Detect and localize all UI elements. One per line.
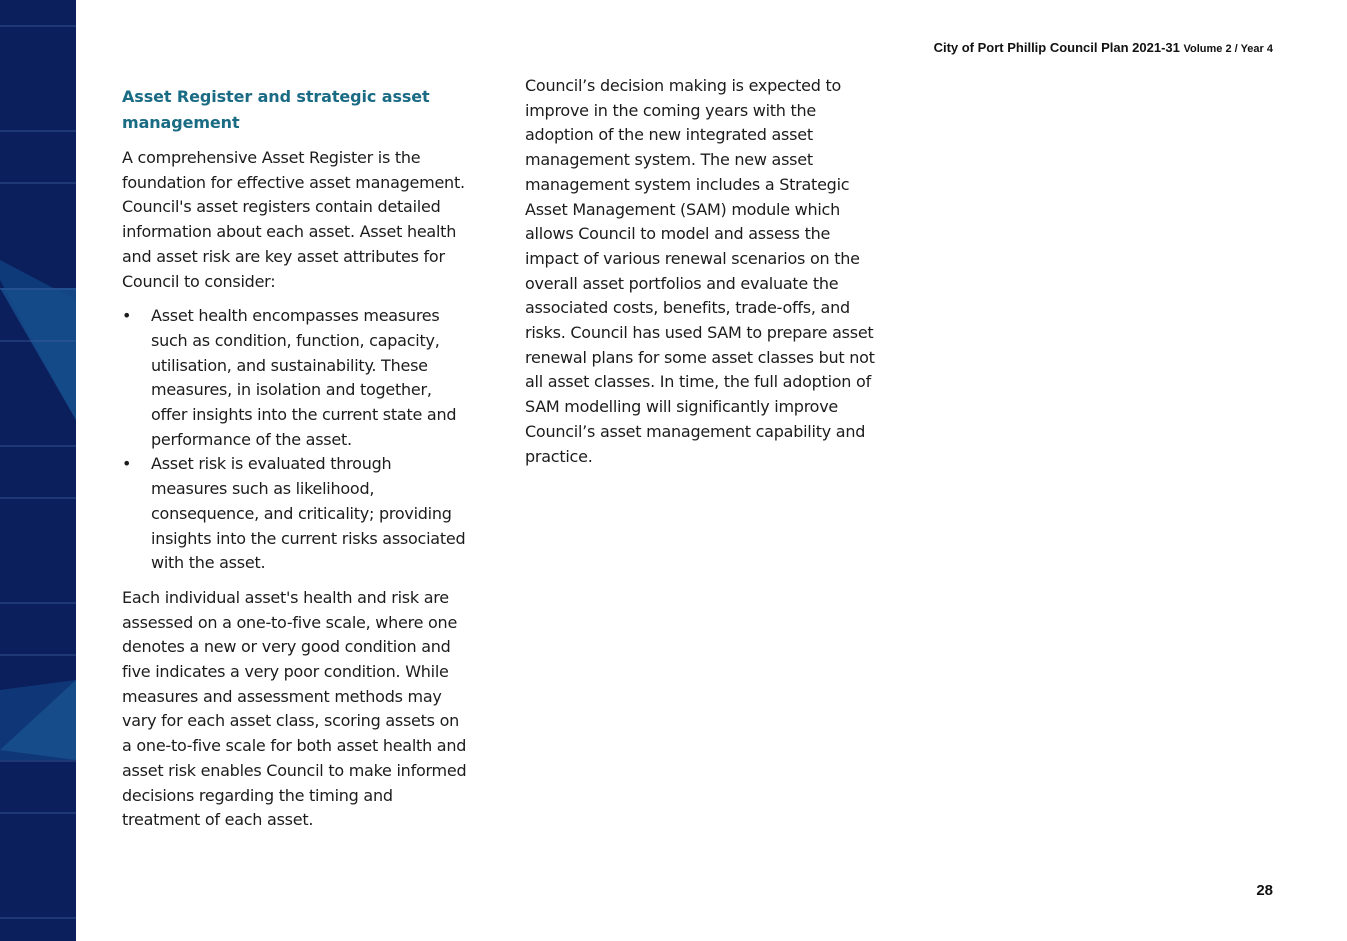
bullet-icon: • [122, 306, 132, 326]
bullet-text: Asset health encompasses measures such as condition, function, capacity, utilisation, and sustainability. These measures, in isolation and together, offer insights into the current state and performance of the asset. [151, 306, 457, 449]
bullet-text: Asset risk is evaluated through measures such as likelihood, consequence, and criticality; providing insights into the current risks associated with the asset. [151, 454, 466, 573]
list-item [122, 452, 472, 576]
section-heading: Asset Register and strategic asset management [122, 87, 430, 132]
stripe-graphic [0, 0, 76, 941]
bullet-list [122, 304, 472, 576]
list-item [122, 304, 472, 452]
page-number: 28 [1256, 882, 1273, 899]
intro-paragraph: A comprehensive Asset Register is the foundation for effective asset management. Council's asset registers contain detailed information about each asset. Asset health and asset risk are key asset attributes for Council to consider: [122, 148, 465, 291]
running-header [934, 40, 1273, 55]
side-decorative-stripe [0, 0, 76, 941]
bullet-icon: • [122, 454, 132, 474]
volume-label: Volume 2 / Year 4 [1183, 43, 1273, 55]
sam-paragraph: Council’s decision making is expected to improve in the coming years with the adoption of the new integrated asset management system. The new asset management system includes a Strategic Asset Management (SAM) module which allows Council to model and assess the impact of various renewal scenarios on the overall asset portfolios and evaluate the associated costs, benefits, trade-offs, and risks. Council has used SAM to prepare asset renewal plans for some asset classes but not all asset classes. In time, the full adoption of SAM modelling will significantly improve Council’s asset management capability and practice. [525, 76, 875, 466]
left-column [122, 84, 472, 843]
right-column [525, 74, 875, 479]
closing-paragraph: Each individual asset's health and risk are assessed on a one-to-five scale, where one denotes a new or very good condition and five indicates a very poor condition. While measures and assessment methods may vary for each asset class, scoring assets on a one-to-five scale for both asset health and asset risk enables Council to make informed decisions regarding the timing and treatment of each asset. [122, 587, 467, 830]
document-title: City of Port Phillip Council Plan 2021-31 [933, 40, 1180, 55]
